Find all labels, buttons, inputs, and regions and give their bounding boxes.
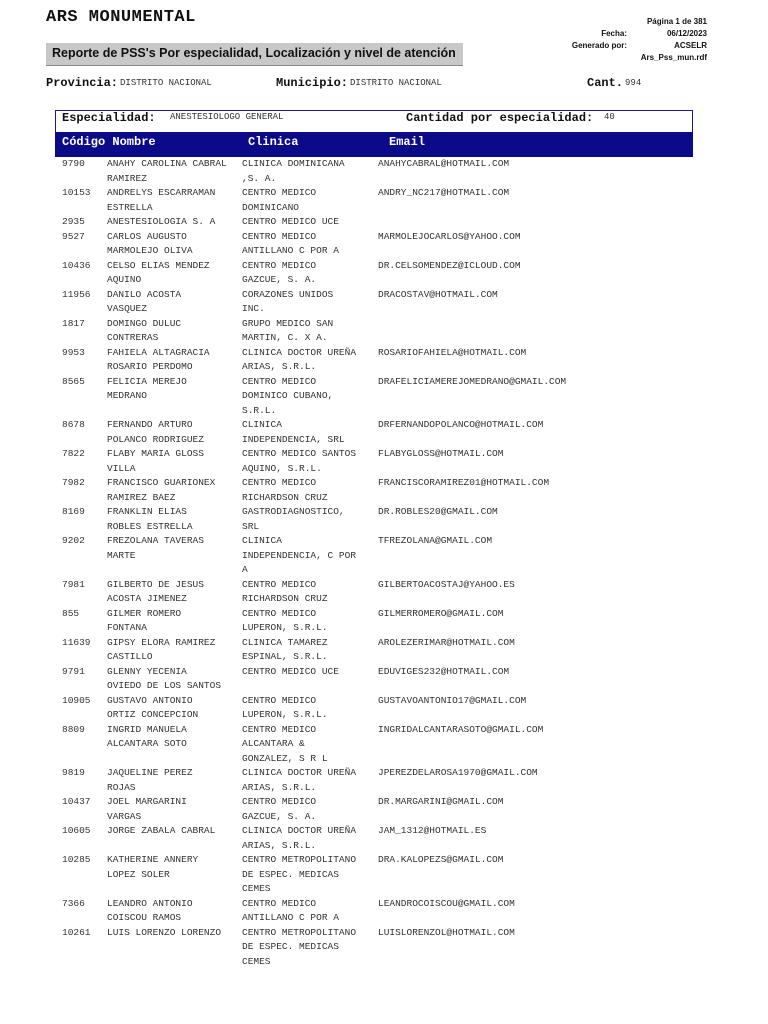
provider-name [107, 317, 238, 346]
provider-clinic [242, 853, 374, 897]
provider-name-line: LUIS LORENZO LORENZO [107, 926, 222, 938]
table-row [0, 476, 768, 505]
generado-label: Generado por: [571, 41, 627, 50]
table-row [0, 897, 768, 926]
provider-name-line: GUSTAVO ANTONIO [107, 694, 193, 706]
provider-name-line: LEANDRO ANTONIO [107, 897, 193, 909]
provider-clinic-line: CLINICA DOCTOR UREÑA [242, 346, 357, 358]
provider-code: 8565 [62, 375, 85, 387]
provincia-label: Provincia: [46, 76, 119, 90]
provider-email: LUISLORENZOL@HOTMAIL.COM [378, 926, 515, 938]
provider-clinic [242, 418, 374, 447]
provider-code: 8169 [62, 506, 85, 517]
provider-clinic-line: GASTRODIAGNOSTICO, [242, 506, 345, 517]
table-row [0, 824, 768, 853]
provider-name-line: FLABY MARIA GLOSS [107, 448, 204, 459]
table-row [0, 288, 768, 317]
provider-name-line: FELICIA MEREJO [107, 375, 187, 387]
provider-name-line: JAQUELINE PEREZ [107, 767, 193, 778]
provider-email: FRANCISCORAMIREZ01@HOTMAIL.COM [378, 477, 550, 488]
provider-clinic-line: A [242, 564, 248, 575]
provider-clinic-line: GAZCUE, S. A. [242, 810, 317, 822]
specialty-count-label: Cantidad por especialidad: [406, 111, 594, 125]
provider-name-line: INGRID MANUELA [107, 723, 187, 735]
provider-clinic [242, 665, 374, 680]
provider-email: LEANDROCOISCOU@GMAIL.COM [378, 897, 515, 909]
table-row [0, 578, 768, 607]
provider-name [107, 723, 238, 752]
table-row [0, 259, 768, 288]
column-header-clinic: Clinica [248, 135, 299, 149]
provider-name-line: MARTE [107, 549, 136, 561]
provider-name [107, 534, 238, 563]
provider-name [107, 897, 238, 926]
provider-clinic-line: CENTRO METROPOLITANO [242, 854, 357, 865]
provider-email: FLABYGLOSS@HOTMAIL.COM [378, 448, 504, 459]
provider-clinic [242, 476, 374, 505]
provider-name [107, 824, 238, 839]
provider-clinic-line: ARIAS, S.R.L. [242, 361, 317, 372]
provider-code: 8809 [62, 723, 85, 735]
table-row [0, 534, 768, 578]
table-row [0, 607, 768, 636]
provider-name-line: FONTANA [107, 622, 147, 633]
provider-name-line: GILMER ROMERO [107, 607, 182, 619]
provider-name-line: ANDRELYS ESCARRAMAN [107, 187, 216, 198]
provider-clinic-line: CENTRO MEDICO [242, 375, 317, 387]
provider-name-line: POLANCO RODRIGUEZ [107, 433, 204, 445]
provider-name-line: CASTILLO [107, 651, 153, 662]
provider-clinic [242, 317, 374, 346]
provider-clinic-line: ESPINAL, S.R.L. [242, 651, 328, 662]
provider-clinic-line: SRL [242, 520, 260, 532]
table-row [0, 375, 768, 419]
provider-name [107, 636, 238, 665]
provider-clinic-line: CLINICA DOCTOR UREÑA [242, 767, 357, 778]
provider-clinic [242, 607, 374, 636]
table-row [0, 505, 768, 534]
provider-email: DR.MARGARINI@GMAIL.COM [378, 796, 504, 807]
provider-name-line: ESTRELLA [107, 201, 153, 213]
provider-name-line: DOMINGO DULUC [107, 317, 182, 329]
provider-code: 9791 [62, 665, 85, 677]
provider-email: DR.ROBLES20@GMAIL.COM [378, 506, 498, 517]
provider-clinic [242, 186, 374, 215]
table-row [0, 157, 768, 186]
provider-name [107, 694, 238, 723]
provider-code: 9819 [62, 767, 85, 778]
provider-name-line: COISCOU RAMOS [107, 912, 182, 923]
provider-clinic-line: GONZALEZ, S R L [242, 752, 328, 764]
column-header-code-name: Código Nombre [62, 135, 156, 149]
provider-email: TFREZOLANA@GMAIL.COM [378, 535, 493, 546]
provider-name-line: JOEL MARGARINI [107, 796, 187, 807]
filter-cant [587, 76, 641, 90]
provider-code: 7981 [62, 578, 85, 590]
provider-name [107, 766, 238, 795]
provider-clinic-line: CENTRO MEDICO UCE [242, 665, 339, 677]
provider-clinic [242, 505, 374, 534]
provider-name-line: GILBERTO DE JESUS [107, 578, 204, 590]
provider-code: 9527 [62, 230, 85, 242]
provider-clinic-line: CENTRO MEDICO UCE [242, 216, 339, 227]
table-row [0, 230, 768, 259]
provider-name [107, 375, 238, 404]
provider-clinic [242, 694, 374, 723]
provider-name-line: KATHERINE ANNERY [107, 854, 199, 865]
provider-email: ANAHYCABRAL@HOTMAIL.COM [378, 158, 510, 169]
provider-name-line: FAHIELA ALTAGRACIA [107, 346, 210, 358]
provider-email: ROSARIOFAHIELA@HOTMAIL.COM [378, 346, 527, 358]
provider-name [107, 418, 238, 447]
provider-name-line: FRANCISCO GUARIONEX [107, 477, 216, 488]
provider-name-line: FRANKLIN ELIAS [107, 506, 187, 517]
cant-value: 994 [625, 78, 642, 88]
provider-name-line: ROSARIO PERDOMO [107, 361, 193, 372]
org-title: ARS MONUMENTAL [46, 8, 196, 27]
provider-clinic-line: CLINICA DOCTOR UREÑA [242, 825, 357, 836]
provider-name-line: RAMIREZ BAEZ [107, 491, 176, 503]
provider-clinic-line: DOMINICO CUBANO, [242, 390, 334, 401]
provider-code: 10153 [62, 187, 91, 198]
provider-table-body [0, 157, 768, 969]
provider-code: 11956 [62, 288, 91, 300]
provider-name-line: MEDRANO [107, 390, 147, 401]
table-row [0, 926, 768, 970]
provider-clinic-line: CLINICA [242, 535, 282, 546]
provider-clinic [242, 824, 374, 853]
provider-clinic-line: ALCANTARA & [242, 738, 305, 749]
table-row [0, 795, 768, 824]
provider-clinic-line: CENTRO MEDICO [242, 897, 317, 909]
provider-clinic [242, 288, 374, 317]
municipio-label: Municipio: [276, 76, 349, 90]
provider-name [107, 476, 238, 505]
provider-name-line: VASQUEZ [107, 303, 147, 314]
provider-clinic [242, 897, 374, 926]
provider-name [107, 665, 238, 694]
provider-clinic-line: RICHARDSON CRUZ [242, 593, 328, 604]
provider-clinic [242, 230, 374, 259]
provider-clinic [242, 636, 374, 665]
provider-clinic-line: CENTRO MEDICO SANTOS [242, 448, 357, 459]
provider-name-line: AQUINO [107, 274, 142, 285]
provider-clinic-line: CLINICA TAMAREZ [242, 636, 328, 648]
provider-email: GILMERROMERO@GMAIL.COM [378, 607, 504, 619]
municipio-value: DISTRITO NACIONAL [350, 78, 442, 88]
provider-clinic-line: CENTRO MEDICO [242, 259, 317, 271]
provider-clinic [242, 766, 374, 795]
provider-email: DRACOSTAV@HOTMAIL.COM [378, 288, 498, 300]
provider-name-line: ORTIZ CONCEPCION [107, 709, 199, 720]
provider-name [107, 505, 238, 534]
provider-code: 7982 [62, 477, 85, 488]
provider-clinic-line: ANTILLANO C POR A [242, 912, 339, 923]
provider-clinic-line: CORAZONES UNIDOS [242, 288, 334, 300]
provider-code: 855 [62, 607, 80, 619]
provider-clinic-line: RICHARDSON CRUZ [242, 491, 328, 503]
provider-clinic [242, 447, 374, 476]
provider-clinic [242, 926, 374, 970]
provider-code: 10261 [62, 926, 91, 938]
provider-code: 8678 [62, 419, 85, 430]
provider-clinic-line: S.R.L. [242, 404, 277, 416]
provider-code: 10605 [62, 825, 91, 836]
provider-email: GUSTAVOANTONIO17@GMAIL.COM [378, 694, 527, 706]
column-header-email: Email [389, 135, 426, 149]
provider-code: 10905 [62, 694, 91, 706]
filter-provincia [46, 76, 212, 90]
table-row [0, 853, 768, 897]
provider-clinic-line: ANTILLANO C POR A [242, 245, 339, 256]
provider-name [107, 157, 238, 186]
provider-clinic-line: CENTRO MEDICO [242, 477, 317, 488]
report-file: Ars_Pss_mun.rdf [640, 53, 707, 62]
provider-code: 10437 [62, 796, 91, 807]
provider-name-line: ALCANTARA SOTO [107, 738, 187, 749]
provider-code: 9790 [62, 158, 85, 169]
fecha-value: 06/12/2023 [666, 29, 707, 38]
provider-clinic-line: CENTRO MEDICO [242, 694, 317, 706]
provider-code: 10436 [62, 259, 91, 271]
provider-clinic-line: INDEPENDENCIA, C POR [242, 549, 357, 561]
provider-clinic-line: DE ESPEC. MEDICAS [242, 868, 339, 880]
provider-name-line: FERNANDO ARTURO [107, 419, 193, 430]
provider-email: DRFERNANDOPOLANCO@HOTMAIL.COM [378, 419, 544, 430]
provider-name-line: CONTRERAS [107, 332, 159, 343]
fecha-label: Fecha: [601, 29, 627, 38]
provider-clinic-line: DOMINICANO [242, 201, 300, 213]
provider-code: 7366 [62, 897, 85, 909]
provider-email: DRAFELICIAMEREJOMEDRANO@GMAIL.COM [378, 375, 567, 387]
provider-name-line: VILLA [107, 462, 136, 474]
provider-clinic-line: CENTRO METROPOLITANO [242, 926, 357, 938]
specialty-label: Especialidad: [62, 111, 156, 125]
provider-clinic [242, 375, 374, 419]
provider-email: MARMOLEJOCARLOS@YAHOO.COM [378, 230, 521, 242]
table-row [0, 665, 768, 694]
provider-code: 2935 [62, 216, 85, 227]
provider-code: 7822 [62, 448, 85, 459]
provider-email: INGRIDALCANTARASOTO@GMAIL.COM [378, 723, 544, 735]
provider-clinic-line: GAZCUE, S. A. [242, 274, 317, 285]
provider-email: ANDRY_NC217@HOTMAIL.COM [378, 187, 510, 198]
provincia-value: DISTRITO NACIONAL [120, 78, 212, 88]
table-row [0, 694, 768, 723]
provider-clinic [242, 215, 374, 230]
provider-name [107, 795, 238, 824]
provider-name [107, 853, 238, 882]
provider-name-line: ANESTESIOLOGIA S. A [107, 216, 216, 227]
provider-name [107, 288, 238, 317]
provider-name-line: CELSO ELIAS MENDEZ [107, 259, 210, 271]
provider-name-line: JORGE ZABALA CABRAL [107, 825, 216, 836]
provider-clinic-line: ARIAS, S.R.L. [242, 781, 317, 793]
provider-clinic-line: CENTRO MEDICO [242, 796, 317, 807]
provider-name [107, 578, 238, 607]
provider-email: GILBERTOACOSTAJ@YAHOO.ES [378, 578, 515, 590]
provider-clinic-line: CLINICA DOMINICANA [242, 158, 345, 169]
specialty-value: ANESTESIOLOGO GENERAL [170, 112, 284, 122]
table-row [0, 723, 768, 767]
provider-name [107, 926, 238, 941]
provider-clinic-line: ,S. A. [242, 172, 277, 184]
table-row [0, 636, 768, 665]
provider-clinic-line: MARTIN, C. X A. [242, 332, 328, 343]
table-row [0, 346, 768, 375]
provider-name [107, 259, 238, 288]
provider-email: DR.CELSOMENDEZ@ICLOUD.COM [378, 259, 521, 271]
provider-clinic-line: GRUPO MEDICO SAN [242, 317, 334, 329]
provider-email: EDUVIGES232@HOTMAIL.COM [378, 665, 510, 677]
provider-name [107, 215, 238, 230]
filter-municipio [276, 76, 442, 90]
provider-email: JPEREZDELAROSA1970@GMAIL.COM [378, 767, 538, 778]
provider-clinic-line: CENTRO MEDICO [242, 607, 317, 619]
provider-clinic-line: CEMES [242, 955, 271, 967]
table-row [0, 766, 768, 795]
report-title: Reporte de PSS's Por especialidad, Localización y nivel de atención [52, 46, 456, 60]
provider-clinic-line: LUPERON, S.R.L. [242, 709, 328, 720]
provider-clinic-line: AQUINO, S.R.L. [242, 462, 322, 474]
provider-clinic-line: CENTRO MEDICO [242, 578, 317, 590]
provider-clinic-line: CENTRO MEDICO [242, 723, 317, 735]
table-row [0, 418, 768, 447]
provider-name-line: ROBLES ESTRELLA [107, 520, 193, 532]
provider-name [107, 230, 238, 259]
provider-clinic [242, 795, 374, 824]
specialty-count-value: 40 [604, 112, 615, 122]
provider-code: 10285 [62, 854, 91, 865]
provider-clinic [242, 723, 374, 767]
provider-name-line: ROJAS [107, 781, 136, 793]
provider-name-line: CARLOS AUGUSTO [107, 230, 187, 242]
provider-name [107, 607, 238, 636]
generado-value: ACSELR [674, 41, 707, 50]
provider-clinic-line: DE ESPEC. MEDICAS [242, 941, 339, 952]
provider-name-line: DANILO ACOSTA [107, 288, 182, 300]
provider-code: 9953 [62, 346, 85, 358]
provider-name-line: GLENNY YECENIA [107, 665, 187, 677]
table-row [0, 215, 768, 230]
provider-clinic-line: CEMES [242, 883, 271, 894]
provider-clinic-line: CENTRO MEDICO [242, 187, 317, 198]
provider-clinic-line: CENTRO MEDICO [242, 230, 317, 242]
provider-code: 1817 [62, 317, 85, 329]
provider-name [107, 346, 238, 375]
provider-clinic-line: INC. [242, 303, 265, 314]
page-number: Página 1 de 381 [646, 17, 707, 26]
provider-name [107, 447, 238, 476]
provider-clinic-line: LUPERON, S.R.L. [242, 622, 328, 633]
provider-clinic [242, 346, 374, 375]
provider-name-line: LOPEZ SOLER [107, 868, 170, 880]
provider-clinic-line: INDEPENDENCIA, SRL [242, 433, 345, 445]
table-row [0, 447, 768, 476]
provider-clinic [242, 157, 374, 186]
provider-name-line: MARMOLEJO OLIVA [107, 245, 193, 256]
provider-clinic [242, 578, 374, 607]
provider-email: AROLEZERIMAR@HOTMAIL.COM [378, 636, 515, 648]
provider-clinic [242, 534, 374, 578]
provider-name-line: FREZOLANA TAVERAS [107, 535, 204, 546]
provider-name-line: OVIEDO DE LOS SANTOS [107, 680, 222, 691]
provider-email: JAM_1312@HOTMAIL.ES [378, 825, 487, 836]
provider-name-line: ANAHY CAROLINA CABRAL [107, 158, 227, 169]
provider-name-line: GIPSY ELORA RAMIREZ [107, 636, 216, 648]
provider-name-line: VARGAS [107, 810, 142, 822]
provider-code: 9202 [62, 535, 85, 546]
provider-name-line: ACOSTA JIMENEZ [107, 593, 187, 604]
provider-name [107, 186, 238, 215]
table-row [0, 317, 768, 346]
provider-name-line: RAMIREZ [107, 172, 147, 184]
provider-clinic-line: CLINICA [242, 419, 282, 430]
provider-email: DRA.KALOPEZS@GMAIL.COM [378, 854, 504, 865]
provider-clinic-line: ARIAS, S.R.L. [242, 839, 317, 851]
column-header-row [55, 132, 693, 157]
table-row [0, 186, 768, 215]
provider-clinic [242, 259, 374, 288]
provider-code: 11639 [62, 636, 91, 648]
cant-label: Cant. [587, 76, 624, 90]
